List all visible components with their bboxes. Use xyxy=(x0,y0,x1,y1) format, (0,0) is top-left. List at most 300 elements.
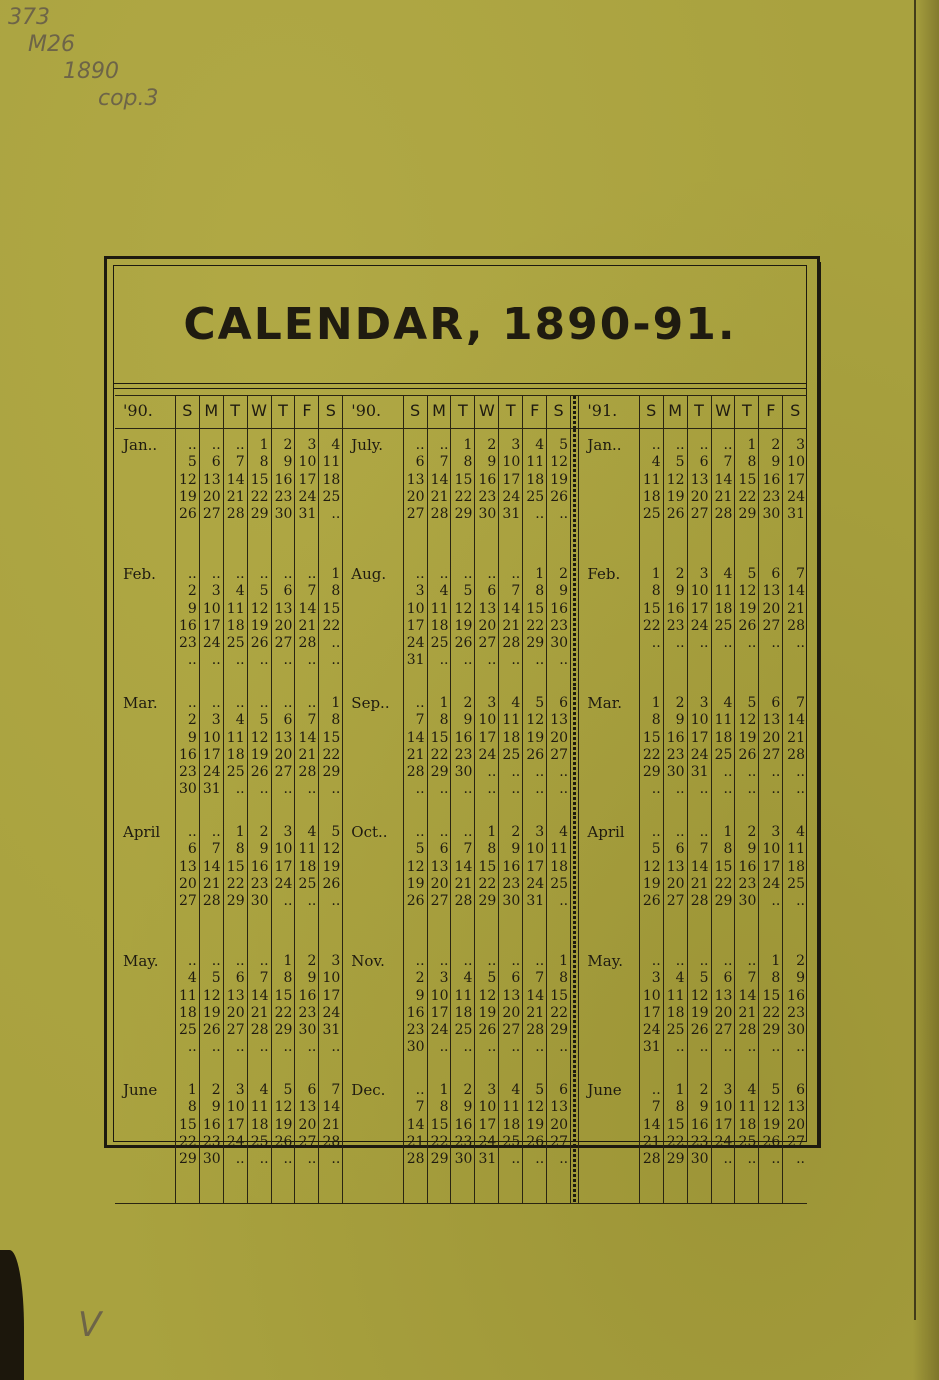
day-number: 4 xyxy=(463,970,473,987)
weekday-header: T xyxy=(223,396,247,429)
day-number: 29 xyxy=(762,1022,781,1039)
day-column xyxy=(783,558,807,687)
day-column xyxy=(223,1074,247,1204)
day-column xyxy=(499,816,523,945)
day-number: 21 xyxy=(298,746,317,763)
day-number: 17 xyxy=(202,617,221,634)
day-number: 27 xyxy=(430,893,449,910)
day-number: 25 xyxy=(738,1133,757,1150)
day-number: 30 xyxy=(274,506,293,523)
day-number: .. xyxy=(463,566,473,582)
weekday-header: M xyxy=(427,396,451,429)
day-number: 20 xyxy=(666,875,685,892)
day-number: .. xyxy=(535,1151,545,1168)
day-number: 23 xyxy=(274,488,293,505)
day-number: 25 xyxy=(322,488,341,505)
day-column xyxy=(319,816,343,945)
day-number: .. xyxy=(187,695,197,711)
day-number: 10 xyxy=(502,454,521,471)
month-label: Feb. xyxy=(579,558,639,687)
day-number: 30 xyxy=(738,893,757,910)
day-column xyxy=(319,558,343,687)
day-number: 24 xyxy=(322,1004,341,1021)
day-number: 16 xyxy=(202,1116,221,1133)
calendar-title: CALENDAR, 1890-91. xyxy=(183,299,737,350)
day-number: .. xyxy=(699,824,709,840)
day-number: 6 xyxy=(487,583,497,600)
day-number: 23 xyxy=(454,746,473,763)
day-number: 10 xyxy=(478,712,497,729)
day-number: 18 xyxy=(322,471,341,488)
day-number: 24 xyxy=(714,1133,733,1150)
year-header: '90. xyxy=(343,396,403,429)
day-column xyxy=(319,1074,343,1204)
day-number: .. xyxy=(235,566,245,582)
day-number: 20 xyxy=(478,617,497,634)
day-number: 1 xyxy=(463,437,473,453)
day-number: .. xyxy=(259,695,269,711)
day-number: 8 xyxy=(187,1099,197,1116)
day-number: .. xyxy=(535,652,545,669)
day-column xyxy=(547,816,571,945)
day-number: .. xyxy=(535,764,545,781)
day-number: 3 xyxy=(211,583,221,600)
day-number: 28 xyxy=(787,617,805,634)
day-number: 17 xyxy=(690,729,709,746)
day-number: 7 xyxy=(511,583,521,600)
day-number: .. xyxy=(723,1039,733,1056)
handwritten-annotations xyxy=(8,4,208,124)
day-number: 30 xyxy=(478,506,497,523)
day-column xyxy=(783,945,807,1074)
month-row xyxy=(115,687,807,816)
day-column xyxy=(451,558,475,687)
day-number: 13 xyxy=(690,471,709,488)
day-number: 5 xyxy=(559,437,569,453)
day-number: 23 xyxy=(202,1133,221,1150)
day-number: 21 xyxy=(526,1004,545,1021)
day-number: 14 xyxy=(690,858,709,875)
day-number: .. xyxy=(796,1039,805,1056)
day-number: .. xyxy=(259,1039,269,1056)
day-number: 25 xyxy=(502,746,521,763)
day-number: 22 xyxy=(666,1133,685,1150)
day-number: 1 xyxy=(747,437,757,453)
day-number: .. xyxy=(235,652,245,669)
day-column xyxy=(523,945,547,1074)
day-number: 10 xyxy=(690,583,709,600)
day-number: 27 xyxy=(762,746,781,763)
day-number: 10 xyxy=(274,841,293,858)
day-number: .. xyxy=(651,953,661,969)
day-number: .. xyxy=(796,764,805,781)
day-number: 3 xyxy=(699,566,709,582)
day-number: 26 xyxy=(550,488,569,505)
day-column xyxy=(711,1074,735,1204)
day-number: 25 xyxy=(642,506,661,523)
day-number: 18 xyxy=(226,746,245,763)
day-number: 7 xyxy=(415,1099,425,1116)
day-number: 4 xyxy=(439,583,449,600)
day-number: .. xyxy=(511,781,521,798)
day-number: 6 xyxy=(675,841,685,858)
day-number: .. xyxy=(511,566,521,582)
day-number: 7 xyxy=(235,454,245,471)
day-number: 27 xyxy=(274,635,293,652)
day-number: 12 xyxy=(762,1099,781,1116)
year-header: '91. xyxy=(579,396,639,429)
day-number: 30 xyxy=(202,1151,221,1168)
day-number: 11 xyxy=(642,471,661,488)
day-number: .. xyxy=(723,764,733,781)
day-number: 28 xyxy=(690,893,709,910)
day-column xyxy=(223,687,247,816)
day-number: 3 xyxy=(439,970,449,987)
day-number: 19 xyxy=(322,858,341,875)
day-number: 19 xyxy=(478,1004,497,1021)
day-number: 17 xyxy=(406,617,425,634)
day-number: 13 xyxy=(502,987,521,1004)
day-column xyxy=(175,1074,199,1204)
weekday-header: T xyxy=(687,396,711,429)
weekday-header: F xyxy=(759,396,783,429)
day-number: 8 xyxy=(331,712,341,729)
day-number: 13 xyxy=(787,1099,805,1116)
day-number: .. xyxy=(796,635,805,652)
day-number: 20 xyxy=(550,729,569,746)
day-number: 2 xyxy=(675,566,685,582)
day-number: 7 xyxy=(463,841,473,858)
weekday-header: S xyxy=(639,396,663,429)
day-number: .. xyxy=(439,437,449,453)
day-column xyxy=(451,816,475,945)
day-number: 1 xyxy=(651,566,661,582)
day-number: 23 xyxy=(550,617,569,634)
day-number: 18 xyxy=(526,471,545,488)
day-number: 4 xyxy=(511,695,521,711)
day-number: 29 xyxy=(714,893,733,910)
day-number: 6 xyxy=(723,970,733,987)
calendar-table xyxy=(115,395,807,1204)
day-number: 14 xyxy=(406,1116,425,1133)
day-number: .. xyxy=(439,1039,449,1056)
day-number: 18 xyxy=(787,858,805,875)
day-number: 10 xyxy=(226,1099,245,1116)
day-number: 23 xyxy=(787,1004,805,1021)
day-number: 17 xyxy=(274,858,293,875)
day-number: 9 xyxy=(463,712,473,729)
day-number: 7 xyxy=(651,1099,661,1116)
day-number: 9 xyxy=(463,1099,473,1116)
day-column xyxy=(247,945,271,1074)
day-column xyxy=(427,687,451,816)
day-column xyxy=(499,945,523,1074)
day-column xyxy=(199,429,223,559)
day-number: .. xyxy=(511,652,521,669)
day-column xyxy=(403,429,427,559)
day-number: .. xyxy=(535,781,545,798)
day-number: .. xyxy=(415,1082,425,1098)
day-number: 17 xyxy=(226,1116,245,1133)
month-label: Oct.. xyxy=(343,816,403,945)
day-number: 18 xyxy=(250,1116,269,1133)
day-number: 31 xyxy=(202,781,221,798)
day-number: 6 xyxy=(771,566,781,582)
day-column xyxy=(451,945,475,1074)
day-column xyxy=(735,429,759,559)
day-number: 10 xyxy=(762,841,781,858)
month-row xyxy=(115,816,807,945)
month-row xyxy=(115,945,807,1074)
day-column xyxy=(687,945,711,1074)
day-number: 1 xyxy=(331,566,341,582)
day-number: 3 xyxy=(307,437,317,453)
day-number: 18 xyxy=(298,858,317,875)
day-number: .. xyxy=(283,781,293,798)
day-number: 12 xyxy=(642,858,661,875)
day-number: .. xyxy=(187,437,197,453)
weekday-header: S xyxy=(319,396,343,429)
day-number: .. xyxy=(463,652,473,669)
day-number: 29 xyxy=(478,893,497,910)
day-number: 16 xyxy=(502,858,521,875)
day-number: 6 xyxy=(559,695,569,711)
day-number: 5 xyxy=(747,566,757,582)
day-number: 28 xyxy=(322,1133,341,1150)
day-number: 21 xyxy=(787,729,805,746)
day-number: 13 xyxy=(550,1099,569,1116)
day-number: 25 xyxy=(454,1022,473,1039)
day-number: 31 xyxy=(322,1022,341,1039)
day-number: 5 xyxy=(259,583,269,600)
day-number: .. xyxy=(283,566,293,582)
day-column xyxy=(663,558,687,687)
day-number: 29 xyxy=(642,764,661,781)
day-number: 13 xyxy=(178,858,197,875)
day-number: 23 xyxy=(454,1133,473,1150)
day-number: .. xyxy=(235,1039,245,1056)
day-column xyxy=(223,558,247,687)
day-number: 5 xyxy=(187,454,197,471)
day-number: 31 xyxy=(298,506,317,523)
day-number: 12 xyxy=(178,471,197,488)
day-number: 1 xyxy=(439,1082,449,1098)
day-number: 4 xyxy=(511,1082,521,1098)
day-number: .. xyxy=(651,1082,661,1098)
day-number: 30 xyxy=(762,506,781,523)
day-number: 16 xyxy=(250,858,269,875)
day-number: 20 xyxy=(274,746,293,763)
day-number: 22 xyxy=(274,1004,293,1021)
day-number: 20 xyxy=(787,1116,805,1133)
day-number: 2 xyxy=(259,824,269,840)
day-number: 1 xyxy=(331,695,341,711)
day-number: 29 xyxy=(250,506,269,523)
month-row xyxy=(115,429,807,559)
day-number: 6 xyxy=(439,841,449,858)
day-number: 1 xyxy=(439,695,449,711)
day-number: 13 xyxy=(430,858,449,875)
day-number: 15 xyxy=(178,1116,197,1133)
day-number: .. xyxy=(331,635,341,652)
day-number: 16 xyxy=(666,600,685,617)
day-column xyxy=(271,687,295,816)
day-number: 26 xyxy=(690,1022,709,1039)
day-number: .. xyxy=(559,764,569,781)
day-column xyxy=(199,945,223,1074)
day-column xyxy=(475,429,499,559)
day-number: 17 xyxy=(478,729,497,746)
day-number: 4 xyxy=(675,970,685,987)
day-number: 20 xyxy=(178,875,197,892)
day-number: 10 xyxy=(202,729,221,746)
day-number: 9 xyxy=(487,454,497,471)
day-column xyxy=(199,558,223,687)
day-number: 1 xyxy=(259,437,269,453)
day-number: 9 xyxy=(283,454,293,471)
day-number: 1 xyxy=(675,1082,685,1098)
day-number: 26 xyxy=(526,1133,545,1150)
day-column xyxy=(523,687,547,816)
day-number: .. xyxy=(235,781,245,798)
day-number: 4 xyxy=(307,824,317,840)
day-column xyxy=(247,558,271,687)
day-number: 16 xyxy=(762,471,781,488)
day-number: 12 xyxy=(274,1099,293,1116)
day-number: .. xyxy=(796,893,805,910)
day-number: 15 xyxy=(274,987,293,1004)
day-number: 16 xyxy=(738,858,757,875)
day-number: .. xyxy=(723,953,733,969)
day-number: 12 xyxy=(322,841,341,858)
day-number: 29 xyxy=(274,1022,293,1039)
day-column xyxy=(687,558,711,687)
day-number: 20 xyxy=(762,729,781,746)
day-number: 19 xyxy=(202,1004,221,1021)
day-column xyxy=(475,1074,499,1204)
day-number: 21 xyxy=(502,617,521,634)
day-number: 11 xyxy=(526,454,545,471)
day-number: 14 xyxy=(787,583,805,600)
day-number: 17 xyxy=(690,600,709,617)
day-column xyxy=(711,429,735,559)
day-number: 21 xyxy=(454,875,473,892)
day-number: 9 xyxy=(415,987,425,1004)
day-number: 14 xyxy=(642,1116,661,1133)
day-number: 5 xyxy=(259,712,269,729)
day-number: 26 xyxy=(178,506,197,523)
day-number: 13 xyxy=(478,600,497,617)
day-number: 28 xyxy=(226,506,245,523)
day-number: 23 xyxy=(178,764,197,781)
month-row xyxy=(115,558,807,687)
day-number: 7 xyxy=(723,454,733,471)
day-number: 26 xyxy=(322,875,341,892)
day-number: .. xyxy=(771,781,781,798)
day-number: 24 xyxy=(202,635,221,652)
day-number: 1 xyxy=(283,953,293,969)
day-number: 3 xyxy=(651,970,661,987)
day-column xyxy=(475,687,499,816)
day-number: .. xyxy=(415,566,425,582)
day-number: 25 xyxy=(714,746,733,763)
day-column xyxy=(547,1074,571,1204)
day-number: 11 xyxy=(226,600,245,617)
day-number: 24 xyxy=(502,488,521,505)
day-number: .. xyxy=(211,1039,221,1056)
day-number: .. xyxy=(331,652,341,669)
day-number: 14 xyxy=(298,600,317,617)
day-number: 29 xyxy=(738,506,757,523)
day-number: 17 xyxy=(430,1004,449,1021)
month-label: Aug. xyxy=(343,558,403,687)
day-column xyxy=(639,429,663,559)
day-column xyxy=(451,1074,475,1204)
day-number: 31 xyxy=(478,1151,497,1168)
day-number: 28 xyxy=(502,635,521,652)
day-number: .. xyxy=(331,506,341,523)
day-column xyxy=(175,945,199,1074)
day-number: 15 xyxy=(642,729,661,746)
day-number: 11 xyxy=(787,841,805,858)
day-number: 1 xyxy=(487,824,497,840)
day-number: 5 xyxy=(699,970,709,987)
day-number: 7 xyxy=(259,970,269,987)
day-number: 22 xyxy=(738,488,757,505)
day-number: 25 xyxy=(226,764,245,781)
day-number: .. xyxy=(511,764,521,781)
day-number: 2 xyxy=(675,695,685,711)
day-column xyxy=(523,816,547,945)
day-number: 3 xyxy=(235,1082,245,1098)
day-number: 4 xyxy=(535,437,545,453)
day-number: .. xyxy=(235,1151,245,1168)
day-number: 30 xyxy=(787,1022,805,1039)
day-number: .. xyxy=(796,781,805,798)
day-column xyxy=(475,558,499,687)
day-column xyxy=(295,945,319,1074)
day-number: 22 xyxy=(250,488,269,505)
day-number: .. xyxy=(771,1151,781,1168)
day-number: 6 xyxy=(415,454,425,471)
day-number: 7 xyxy=(415,712,425,729)
day-number: 30 xyxy=(666,764,685,781)
day-number: .. xyxy=(259,953,269,969)
day-number: 6 xyxy=(307,1082,317,1098)
day-number: 27 xyxy=(178,893,197,910)
weekday-header: S xyxy=(175,396,199,429)
day-number: 9 xyxy=(187,600,197,617)
day-number: 2 xyxy=(796,953,805,969)
day-number: 15 xyxy=(526,600,545,617)
day-column xyxy=(271,1074,295,1204)
weekday-header: T xyxy=(451,396,475,429)
day-number: 2 xyxy=(463,1082,473,1098)
page-edge-line xyxy=(914,0,916,1320)
day-number: 14 xyxy=(202,858,221,875)
day-number: 23 xyxy=(502,875,521,892)
day-column xyxy=(175,687,199,816)
day-column xyxy=(271,945,295,1074)
day-number: .. xyxy=(307,893,317,910)
day-number: 5 xyxy=(535,1082,545,1098)
day-number: 8 xyxy=(559,970,569,987)
day-number: 27 xyxy=(274,764,293,781)
day-number: .. xyxy=(747,635,757,652)
day-column xyxy=(319,429,343,559)
day-number: 2 xyxy=(559,566,569,582)
day-number: 22 xyxy=(550,1004,569,1021)
